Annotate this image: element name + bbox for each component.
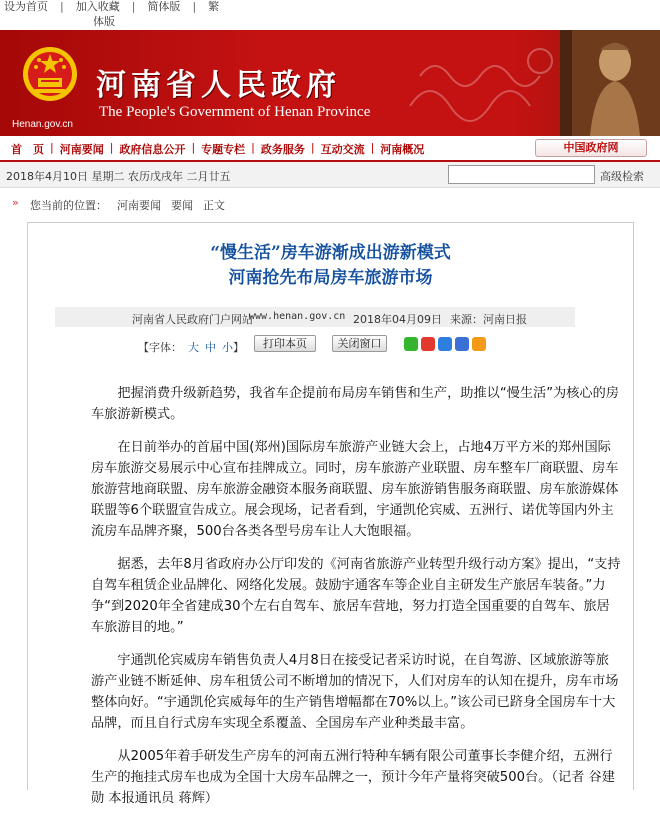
nav-henan-news[interactable]: 河南要闻 — [59, 143, 104, 156]
cloud-pattern-icon — [400, 36, 570, 131]
divider: | — [131, 0, 136, 13]
font-size-large[interactable]: 大 — [188, 341, 199, 354]
nav-overview[interactable]: 河南概况 — [380, 143, 425, 156]
date-search-bar — [0, 162, 660, 188]
font-size-label: 【字体： — [138, 341, 182, 354]
font-size-medium[interactable]: 中 — [205, 341, 216, 354]
article-title — [28, 241, 633, 291]
article-body — [91, 383, 621, 821]
nav-home[interactable]: 首 页 — [11, 143, 44, 156]
divider: | — [310, 141, 315, 154]
simplified-link[interactable]: 简体版 — [147, 0, 181, 13]
nav-services[interactable]: 政务服务 — [260, 143, 305, 156]
article-paragraph: 据悉，去年8月省政府办公厅印发的《河南省旅游产业转型升级行动方案》提出，“支持自驾车租赁企业品牌化、网络化发展。鼓励宇通客车等企业自主研发生产旅居车装备。”力争“到2020年全省建成30个左右自驾车、旅居车营地，努力打造全国重要的自驾车、旅居车旅游目的地。” — [91, 557, 621, 635]
top-links — [0, 0, 226, 14]
breadcrumb-label: 您当前的位置： — [30, 199, 107, 212]
article-title-line1: “慢生活”房车游渐成出游新模式 — [210, 243, 451, 263]
breadcrumb-item-news[interactable]: 河南要闻 — [117, 199, 161, 212]
divider: | — [191, 141, 196, 154]
article-paragraph: 把握消费升级新趋势，我省车企提前布局房车销售和生产，助推以“慢生活”为核心的房车旅游新模式。 — [91, 386, 619, 422]
article-title-line2: 河南抢先布局房车旅游市场 — [228, 268, 433, 288]
site-domain: Henan.gov.cn — [12, 119, 73, 130]
advanced-search-link[interactable]: 高级检索 — [600, 170, 644, 183]
traditional-link-wrap[interactable]: 体版 — [93, 15, 115, 28]
nav-gov-info[interactable]: 政府信息公开 — [119, 143, 186, 156]
meta-site: 河南省人民政府门户网站 — [132, 313, 253, 326]
renren-icon[interactable] — [455, 337, 469, 351]
longmen-buddha-icon — [560, 30, 660, 136]
font-size-control — [138, 339, 244, 355]
set-homepage-link[interactable]: 设为首页 — [4, 0, 48, 13]
article-frame — [27, 222, 634, 806]
divider: | — [192, 0, 197, 13]
divider: | — [109, 141, 114, 154]
breadcrumb-arrow-icon: » — [12, 196, 19, 209]
traditional-link[interactable]: 繁 — [208, 0, 220, 13]
site-title-english: The People's Government of Henan Province — [99, 104, 371, 120]
divider: | — [251, 141, 255, 154]
breadcrumb — [0, 193, 660, 215]
site-title[interactable]: 河南省人民政府 — [96, 68, 341, 103]
close-window-button[interactable]: 关闭窗口 — [332, 335, 387, 352]
wechat-icon[interactable] — [404, 337, 418, 351]
china-gov-button[interactable]: 中国政府网 — [535, 139, 647, 157]
share-icons — [404, 337, 486, 351]
breadcrumb-item-headlines[interactable]: 要闻 — [171, 199, 193, 212]
national-emblem-icon[interactable] — [22, 46, 78, 102]
divider: | — [370, 141, 375, 154]
meta-url: www.henan.gov.cn — [249, 311, 346, 322]
nav-interaction[interactable]: 互动交流 — [320, 143, 365, 156]
article-toolbar — [28, 333, 633, 355]
print-button[interactable]: 打印本页 — [254, 335, 316, 352]
article-paragraph: 宇通凯伦宾威房车销售负责人4月8日在接受记者采访时说，在自驾游、区域旅游等旅游产业链不断延伸、房车租赁公司不断增加的情况下，人们对房车的认知在提升，房车市场整体向好。“宇通凯伦宾威每年的生产销售增幅都在70%以上。”该公司已跻身全国房车十大品牌，而且自行式房车实现全系覆盖、全国房车产业种类最丰富。 — [91, 653, 619, 731]
divider: | — [50, 141, 54, 154]
font-size-end: 】 — [233, 341, 244, 354]
breadcrumb-item-current: 正文 — [203, 199, 225, 212]
font-size-small[interactable]: 小 — [222, 341, 233, 354]
current-date: 2018年4月10日 星期二 农历戊戌年 二月廿五 — [6, 170, 231, 183]
meta-date: 2018年04月09日 — [353, 313, 442, 326]
add-favorite-link[interactable]: 加入收藏 — [75, 0, 120, 13]
weibo-icon[interactable] — [421, 337, 435, 351]
top-utility-bar — [0, 0, 660, 30]
article-paragraph: 在日前举办的首届中国(郑州)国际房车旅游产业链大会上，占地4万平方米的郑州国际房车旅游交易展示中心宣布挂牌成立。同时，房车旅游产业联盟、房车整车厂商联盟、房车旅游营地商联盟、房车旅游金融资本服务商联盟、房车旅游销售服务商联盟、房车旅游媒体联盟等6个联盟宣告成立。展会现场，记者看到，宇通凯伦宾威、五洲行、诺优等国内外主流房车品牌齐聚，500台各类各型号房车让人大饱眼福。 — [91, 440, 619, 539]
search-input[interactable] — [448, 165, 595, 184]
nav-topics[interactable]: 专题专栏 — [201, 143, 246, 156]
article-meta — [55, 307, 575, 327]
more-share-icon[interactable] — [472, 337, 486, 351]
article-paragraph: 从2005年着手研发生产房车的河南五洲行特种车辆有限公司董事长李健介绍，五洲行生产的拖挂式房车也成为全国十大房车品牌之一，预计今年产量将突破500台。（记者 谷建勋 本报通讯员 蒋辉） — [91, 749, 615, 806]
qzone-icon[interactable] — [438, 337, 452, 351]
meta-origin: 来源：河南日报 — [450, 313, 527, 326]
site-banner — [0, 30, 660, 136]
divider: | — [60, 0, 64, 13]
main-nav — [0, 136, 660, 162]
